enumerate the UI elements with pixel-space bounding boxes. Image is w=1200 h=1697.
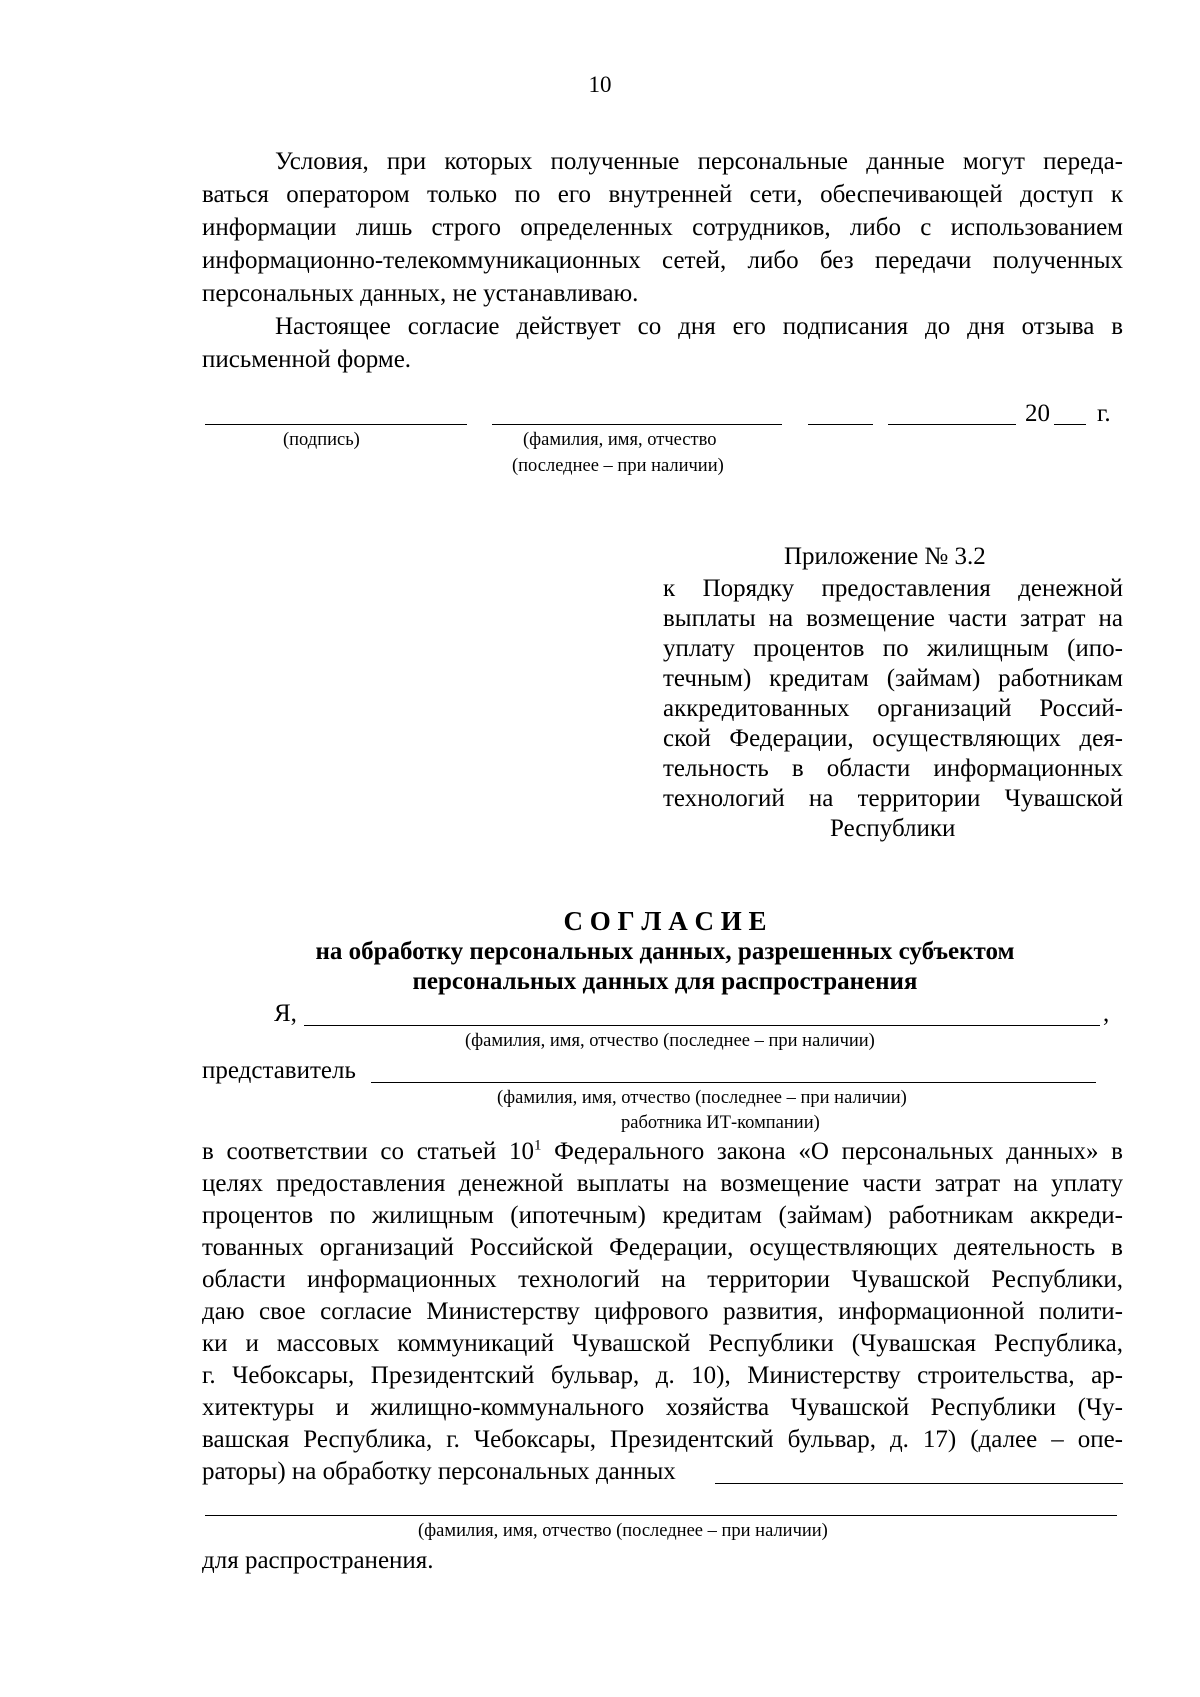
consent-body-line: г. Чебоксары, Президентский бульвар, д. 10), Министерству строительства, ар- [202, 1362, 1123, 1389]
consent-body-line: ки и массовых коммуникаций Чувашской Республики (Чувашская Республика, [202, 1330, 1123, 1357]
appendix-line: выплаты на возмещение части затрат на [663, 605, 1123, 632]
consent-subheading: персональных данных для распространения [412, 968, 918, 995]
closing-text: для распространения. [202, 1547, 434, 1574]
appendix-line: к Порядку предоставления денежной [663, 575, 1123, 602]
representative-label: представитель [202, 1057, 356, 1084]
appendix-line: тельность в области информационных [663, 755, 1123, 782]
para1-line: персональных данных, не устанавливаю. [202, 280, 639, 307]
caption-representative-note: работника ИТ-компании) [621, 1113, 820, 1133]
para1-line: информационно-телекоммуникационных сетей, либо без передачи полученных [202, 247, 1123, 274]
appendix-title: Приложение № 3.2 [784, 543, 986, 570]
consent-body-line: процентов по жилищным (ипотечным) кредитам (займам) работникам аккреди- [202, 1202, 1123, 1229]
year-suffix: г. [1097, 400, 1111, 427]
para1-line: информации лишь строго определенных сотрудников, либо с использованием [202, 214, 1123, 241]
month-blank [888, 424, 1016, 425]
appendix-line: течным) кредитам (займам) работникам [663, 665, 1123, 692]
para1-line: ваться оператором только по его внутренней сети, обеспечивающей доступ к [202, 181, 1123, 208]
full-name-blank [492, 424, 782, 425]
caption-full-name-note: (последнее – при наличии) [512, 456, 724, 476]
para2-line: Настоящее согласие действует со дня его подписания до дня отзыва в [275, 313, 1123, 340]
caption-representative-name: (фамилия, имя, отчество (последнее – при наличии) [497, 1088, 907, 1108]
appendix-line: Республики [830, 815, 956, 842]
consent-heading: С О Г Л А С И Е [563, 906, 767, 936]
i-label: Я, [274, 1000, 297, 1027]
signature-blank [205, 424, 467, 425]
page-number: 10 [588, 72, 612, 97]
data-subject-blank [715, 1483, 1123, 1484]
year-prefix: 20 [1025, 400, 1050, 427]
consent-body-line: раторы) на обработку персональных данных [202, 1458, 676, 1485]
consent-body-line: целях предоставления денежной выплаты на возмещение части затрат на уплату [202, 1170, 1123, 1197]
appendix-line: аккредитованных организаций Россий- [663, 695, 1123, 722]
caption-data-subject-name: (фамилия, имя, отчество (последнее – при наличии) [418, 1521, 828, 1541]
day-blank [808, 424, 873, 425]
caption-full-name: (фамилия, имя, отчество [523, 430, 717, 450]
year-blank [1054, 424, 1086, 425]
data-subject-blank-2 [205, 1515, 1117, 1516]
para1-line: Условия, при которых полученные персональные данные могут переда- [275, 148, 1123, 175]
i-comma: , [1103, 1000, 1110, 1027]
appendix-line: уплату процентов по жилищным (ипо- [663, 635, 1123, 662]
consent-body-line: в соответствии со статьей $10^1$ Федерального закона «О персональных данных» в [202, 1137, 1123, 1165]
para2-line: письменной форме. [202, 346, 412, 373]
consent-body-line: хитектуры и жилищно-коммунального хозяйства Чувашской Республики (Чу- [202, 1394, 1123, 1421]
appendix-line: ской Федерации, осуществляющих дея- [663, 725, 1123, 752]
caption-subject-name: (фамилия, имя, отчество (последнее – при наличии) [465, 1031, 875, 1051]
representative-name-blank [371, 1082, 1096, 1083]
consent-body-line: даю свое согласие Министерству цифрового развития, информационной полити- [202, 1298, 1123, 1325]
consent-subheading: на обработку персональных данных, разрешенных субъектом [315, 938, 1015, 965]
consent-body-line: области информационных технологий на территории Чувашской Республики, [202, 1266, 1123, 1293]
subject-name-blank [304, 1025, 1100, 1026]
consent-body-line: вашская Республика, г. Чебоксары, Президентский бульвар, д. 17) (далее – опе- [202, 1426, 1123, 1453]
appendix-line: технологий на территории Чувашской [663, 785, 1123, 812]
consent-body-line: тованных организаций Российской Федерации, осуществляющих деятельность в [202, 1234, 1123, 1261]
caption-signature: (подпись) [283, 430, 360, 450]
